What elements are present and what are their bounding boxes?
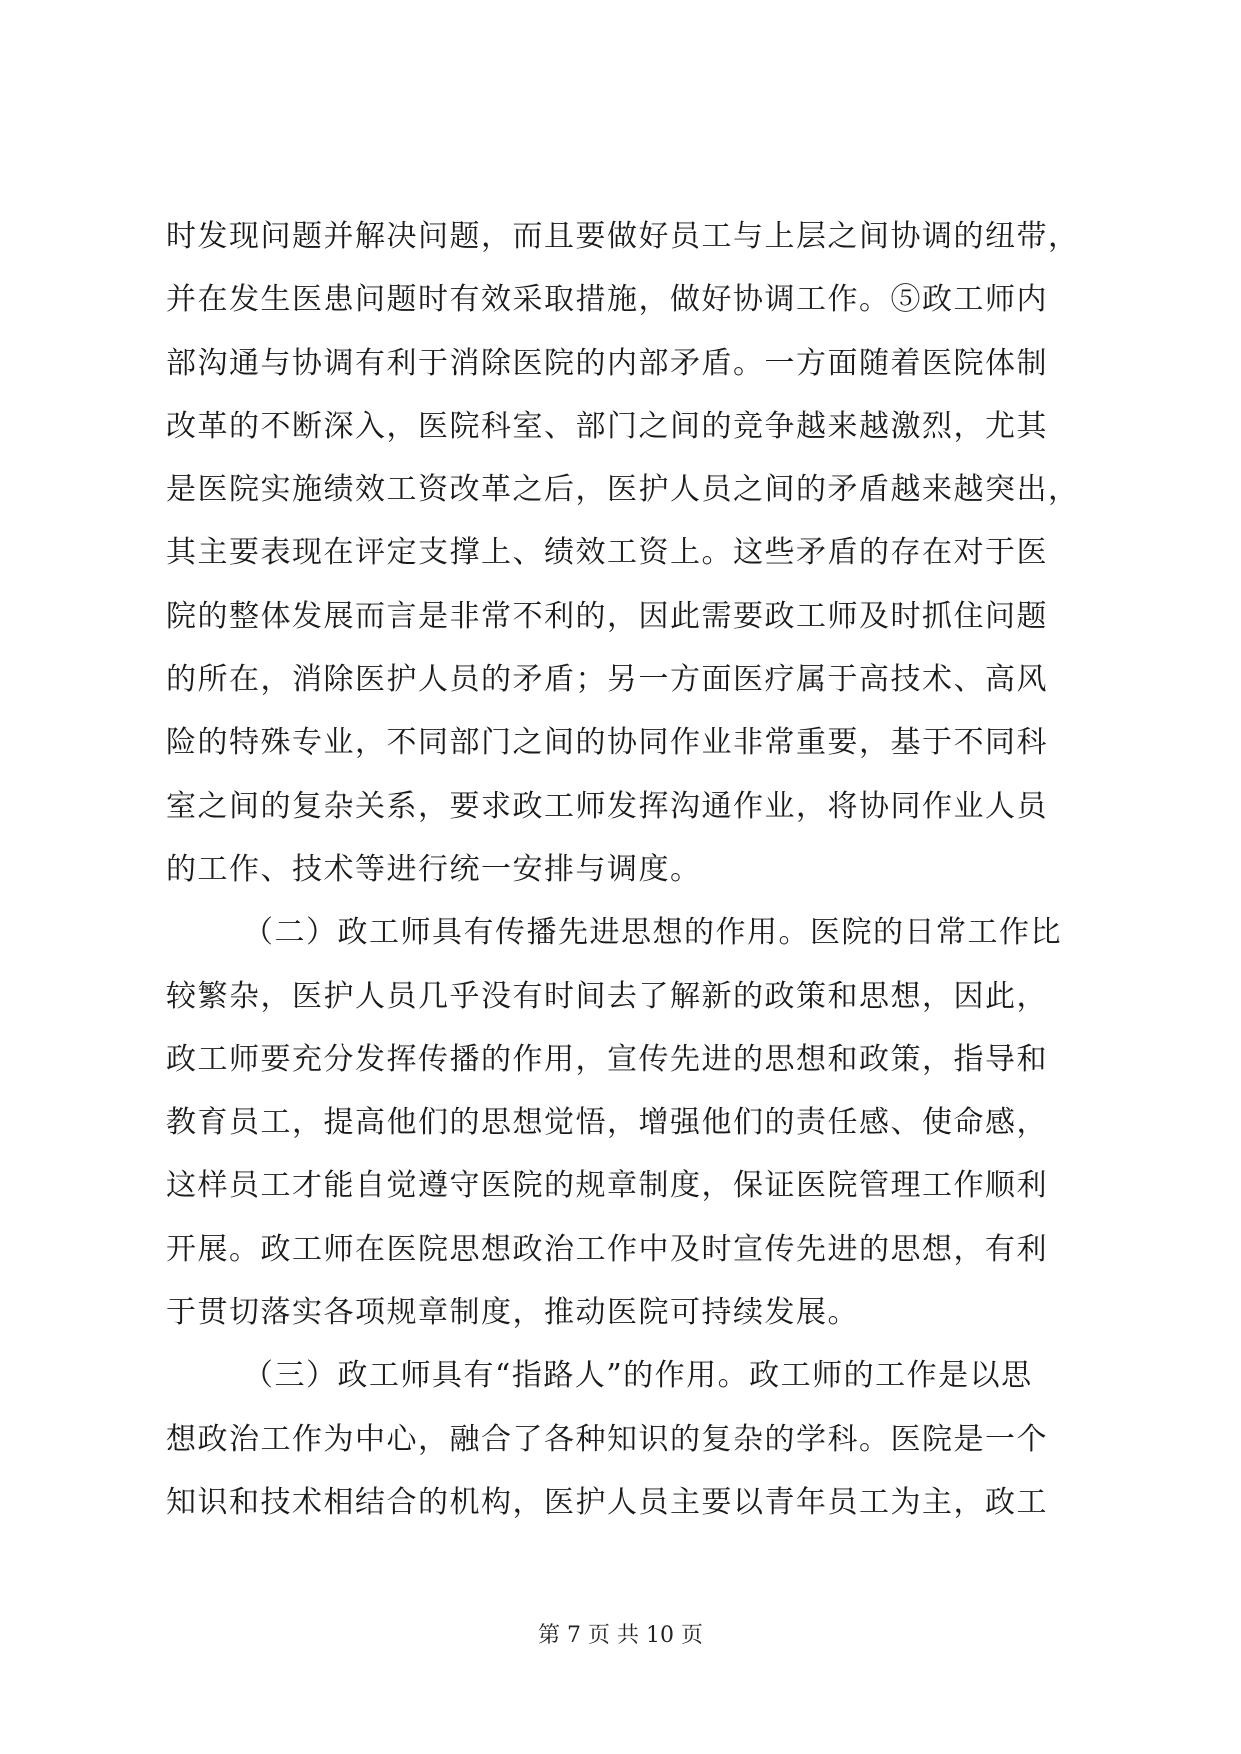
text-line: 这样员工才能自觉遵守医院的规章制度，保证医院管理工作顺利 bbox=[166, 1168, 1048, 1204]
page-footer: 第 7 页 共 10 页 bbox=[538, 1623, 703, 1648]
text-line: 其主要表现在评定支撑上、绩效工资上。这些矛盾的存在对于医 bbox=[166, 535, 1048, 571]
text-line: 较繁杂，医护人员几乎没有时间去了解新的政策和思想，因此， bbox=[166, 978, 1048, 1014]
text-line: 改革的不断深入，医院科室、部门之间的竞争越来越激烈，尤其 bbox=[166, 408, 1048, 444]
text-line: 并在发生医患问题时有效采取措施，做好协调工作。⑤政工师内 bbox=[166, 282, 1048, 318]
text-line: （二）政工师具有传播先进思想的作用。医院的日常工作比 bbox=[243, 915, 1062, 951]
text-line: 教育员工，提高他们的思想觉悟，增强他们的责任感、使命感， bbox=[166, 1105, 1048, 1141]
text-line: 部沟通与协调有利于消除医院的内部矛盾。一方面随着医院体制 bbox=[166, 345, 1048, 381]
text-line: 的工作、技术等进行统一安排与调度。 bbox=[166, 851, 702, 887]
text-line: 时发现问题并解决问题，而且要做好员工与上层之间协调的纽带， bbox=[166, 219, 1080, 254]
body-text bbox=[166, 205, 1126, 1534]
text-line: 知识和技术相结合的机构，医护人员主要以青年员工为主，政工 bbox=[166, 1484, 1048, 1520]
text-line: 想政治工作为中心，融合了各种知识的复杂的学科。医院是一个 bbox=[166, 1421, 1048, 1457]
text-line: （三）政工师具有“指路人”的作用。政工师的工作是以思 bbox=[243, 1358, 1033, 1394]
text-line: 院的整体发展而言是非常不利的，因此需要政工师及时抓住问题 bbox=[166, 598, 1048, 634]
text-line: 室之间的复杂关系，要求政工师发挥沟通作业，将协同作业人员 bbox=[166, 788, 1048, 824]
text-line: 于贯切落实各项规章制度，推动医院可持续发展。 bbox=[166, 1295, 859, 1331]
text-line: 开展。政工师在医院思想政治工作中及时宣传先进的思想，有利 bbox=[166, 1231, 1048, 1267]
text-line: 政工师要充分发挥传播的作用，宣传先进的思想和政策，指导和 bbox=[166, 1041, 1048, 1077]
text-line: 的所在，消除医护人员的矛盾；另一方面医疗属于高技术、高风 bbox=[166, 662, 1048, 698]
text-line: 险的特殊专业，不同部门之间的协同作业非常重要，基于不同科 bbox=[166, 725, 1048, 761]
text-line: 是医院实施绩效工资改革之后，医护人员之间的矛盾越来越突出， bbox=[166, 472, 1080, 508]
